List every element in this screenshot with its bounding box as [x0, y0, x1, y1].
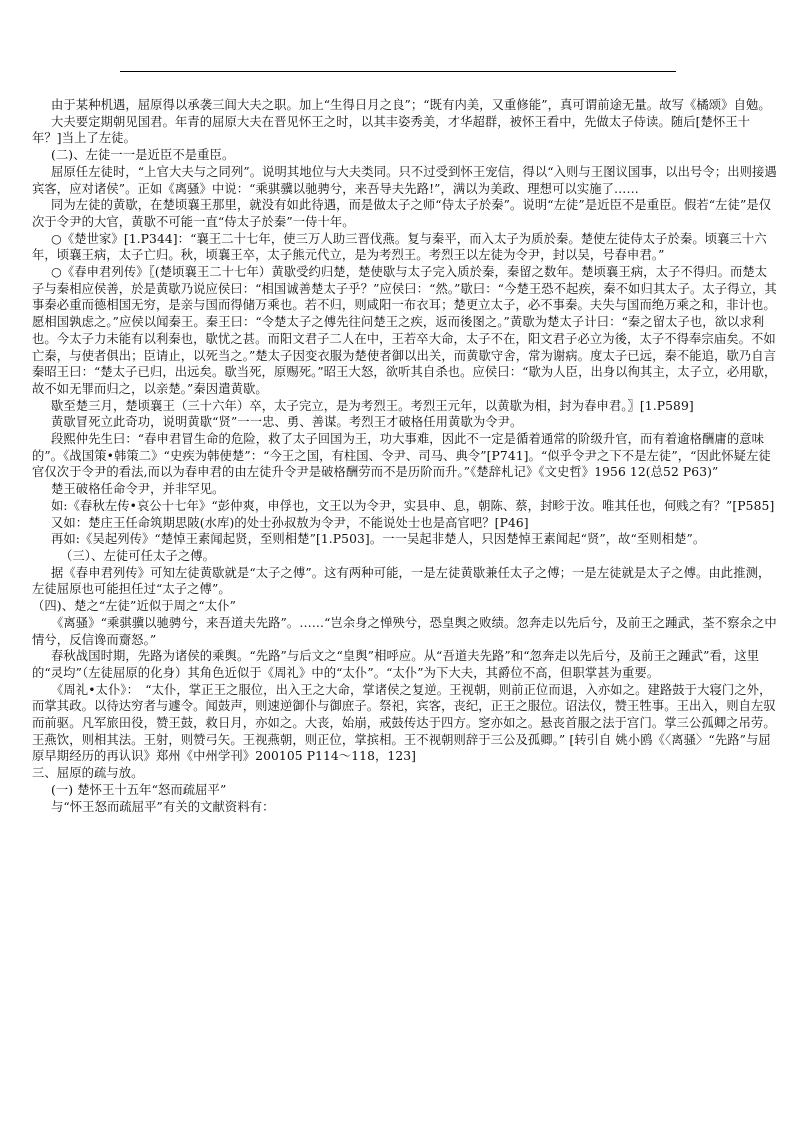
paragraph: 再如:《吴起列传》“楚悼王素闻起贤，至则相楚”[1.P503]。一一吴起非楚人，只因楚悼王素闻起“贤”，故“至则相楚”。 [51, 532, 706, 547]
paragraph: (一) 楚怀王十五年“怒而疏屈平” [51, 782, 227, 797]
paragraph: 歇至楚三月，楚顷襄王（三十六年）卒，太子完立，是为考烈王。考烈王元年，以黄歇为相，封为春申君。〗[1.P589] [51, 398, 694, 413]
paragraph: ○《楚世家》[1.P344]：“襄王二十七年，使三万人助三晋伐燕。复与秦平，而入太子为质於秦。楚使左徒侍太子於秦。顷襄三十六年，顷襄王病，太子亡归。秋，顷襄王卒，太子熊元代立，是为考烈王。考烈王以左徒为令尹，封以吴，号春申君。” [32, 231, 767, 263]
paragraph: 又如：楚庄王任命筑期思陂(水库)的处士孙叔敖为令尹，不能说处士也是高官吧？[P46] [51, 515, 529, 530]
paragraph: （三）、左徒可任太子之傅。 [60, 548, 216, 563]
paragraph: 段熙仲先生曰：“春申君冒生命的危险，救了太子回国为王，功大事难，因此不一定是循着通常的阶级升官，而有着逾格酬庸的意味的”。《战国策•韩策二》“史疾为韩使楚”：“今王之国，有柱国、令尹、司马、典令”[P741]。“似乎令尹之下不是左徒”，“因此怀疑左徒官仅次于令尹的看法,而以为春申君的由左徒升令尹是破格酬劳而不是历阶而升。”《楚辞札记》《文史哲》1956 12(总52 P63)” [32, 432, 771, 480]
paragraph: 《离骚》“乘骐骥以驰骋兮，来吾道夫先路”。……“岂余身之惮殃兮，恐皇舆之败绩。忽奔走以先后兮，及前王之踵武，荃不察余之中情兮，反信谗而齌怒。” [32, 615, 777, 647]
paragraph: 同为左徒的黄歇，在楚顷襄王那里，就没有如此待遇，而是做太子之师“侍太子於秦”。说明“左徒”是近臣不是重臣。假若“左徒”是仅次于令尹的大官，黄歇不可能一直“侍太子於秦”一侍十年。 [32, 198, 772, 229]
paragraph: 由于某种机遇，屈原得以承袭三闾大夫之职。加上“生得日月之良”；“既有内美，又重修能”，真可谓前途无量。故写《橘颂》自勉。 [51, 98, 771, 112]
header-rule [120, 71, 676, 72]
paragraph: 如:《春秋左传•哀公十七年》“彭仲爽，申俘也，文王以为令尹，实县申、息，朝陈、蔡，封畛于汝。唯其任也，何贱之有？”[P585] [51, 498, 775, 513]
document-body [32, 97, 778, 815]
paragraph: 大夫要定期朝见国君。年青的屈原大夫在晋见怀王之时，以其丰姿秀美，才华超群，被怀王看中，先做太子侍读。随后[楚怀王十年？]当上了左徒。 [32, 114, 751, 146]
paragraph: 与“怀王怒而疏屈平”有关的文献资料有： [51, 799, 275, 814]
paragraph: 楚王破格任命令尹，并非罕见。 [51, 482, 225, 497]
paragraph: 《周礼•太仆》： “太仆，掌正王之服位，出入王之大命，掌诸侯之复逆。王视朝，则前正位而退，入亦如之。建路鼓于大寝门之外，而掌其政。以待达穷者与遽令。闻鼓声，则速逆御仆与御庶子。祭祀，宾客，丧纪，正王之服位。诏法仪，赞王牲事。王出入，则自左驭而前驱。凡军旅田役，赞王鼓，救日月，亦如之。大丧，始崩，戒鼓传达于四方。窆亦如之。悬丧首服之法于宫门。掌三公孤卿之吊劳。王燕饮，则相其法。王射，则赞弓矢。王视燕朝，则正位，掌摈相。王不视朝则辞于三公及孤卿。” [转引自 姚小鸥《〈离骚〉“先路”与屈原早期经历的再认识》郑州《中州学刊》200105 P114～118，123] [32, 682, 776, 764]
paragraph: 据《春申君列传》可知左徒黄歇就是“太子之傅”。这有两种可能，一是左徒黄歇兼任太子之傅；一是左徒就是太子之傅。由此推测，左徒屈原也可能担任过“太子之傅”。 [32, 565, 771, 597]
paragraph: 春秋战国时期，先路为诸侯的乘舆。“先路”与后文之“皇舆”相呼应。从“吾道夫先路”和“忽奔走以先后兮，及前王之踵武”看，这里的“灵均”（左徒屈原的化身）其角色近似于《周礼》中的“太仆”。“太仆”为下大夫，其爵位不高，但职掌甚为重要。 [32, 649, 760, 680]
paragraph: （四)、楚之“左徒”近似于周之“太仆” [32, 599, 237, 614]
paragraph: 屈原任左徒时，“上官大夫与之同列”。说明其地位与大夫类同。只不过受到怀王宠信，得以“入则与王图议国事，以出号令；出则接遇宾客，应对诸侯”。正如《离骚》中说：“乘骐骥以驰骋兮，来吾导夫先路!”，满以为美政、理想可以实施了…… [32, 164, 777, 196]
paragraph: ○《春申君列传》〖(楚顷襄王二十七年）黄歇受约归楚，楚使歇与太子完入质於秦，秦留之数年。楚顷襄王病，太子不得归。而楚太子与秦相应侯善，於是黄歇乃说应侯曰：“相国诚善楚太子乎？”应侯曰：“然。”歇曰：“今楚王恐不起疾，秦不如归其太子。太子得立，其事秦必重而德相国无穷，是亲与国而得储万乘也。若不归，则咸阳一布衣耳；楚更立太子，必不事秦。夫失与国而绝万乘之和，非计也。愿相国孰虑之。”应侯以闻秦王。秦王曰：“令楚太子之傅先往问楚王之疾，返而後图之。”黄歇为楚太子计曰：“秦之留太子也，欲以求利也。今太子力未能有以利秦也，歇忧之甚。而阳文君子二人在中，王若卒大命，太子不在，阳文君子必立为後，太子不得奉宗庙矣。不如亡秦，与使者俱出；臣请止，以死当之。”楚太子因变衣服为楚使者御以出关，而黄歇守舍，常为谢病。度太子已远，秦不能追，歇乃自言秦昭王曰：“楚太子已归，出远矣。歇当死，原赐死。”昭王大怒，欲听其自杀也。应侯曰：“歇为人臣，出身以徇其主，太子立，必用歇，故不如无罪而归之，以亲楚。”秦因遣黄歇。 [32, 265, 777, 396]
paragraph: 三、屈原的疏与放。 [32, 766, 144, 781]
paragraph: (二)、左徒一一是近臣不是重臣。 [51, 148, 235, 163]
paragraph: 黄歇冒死立此奇功，说明黄歇“贤”一一忠、勇、善谋。考烈王才破格任用黄歇为令尹。 [51, 415, 523, 430]
